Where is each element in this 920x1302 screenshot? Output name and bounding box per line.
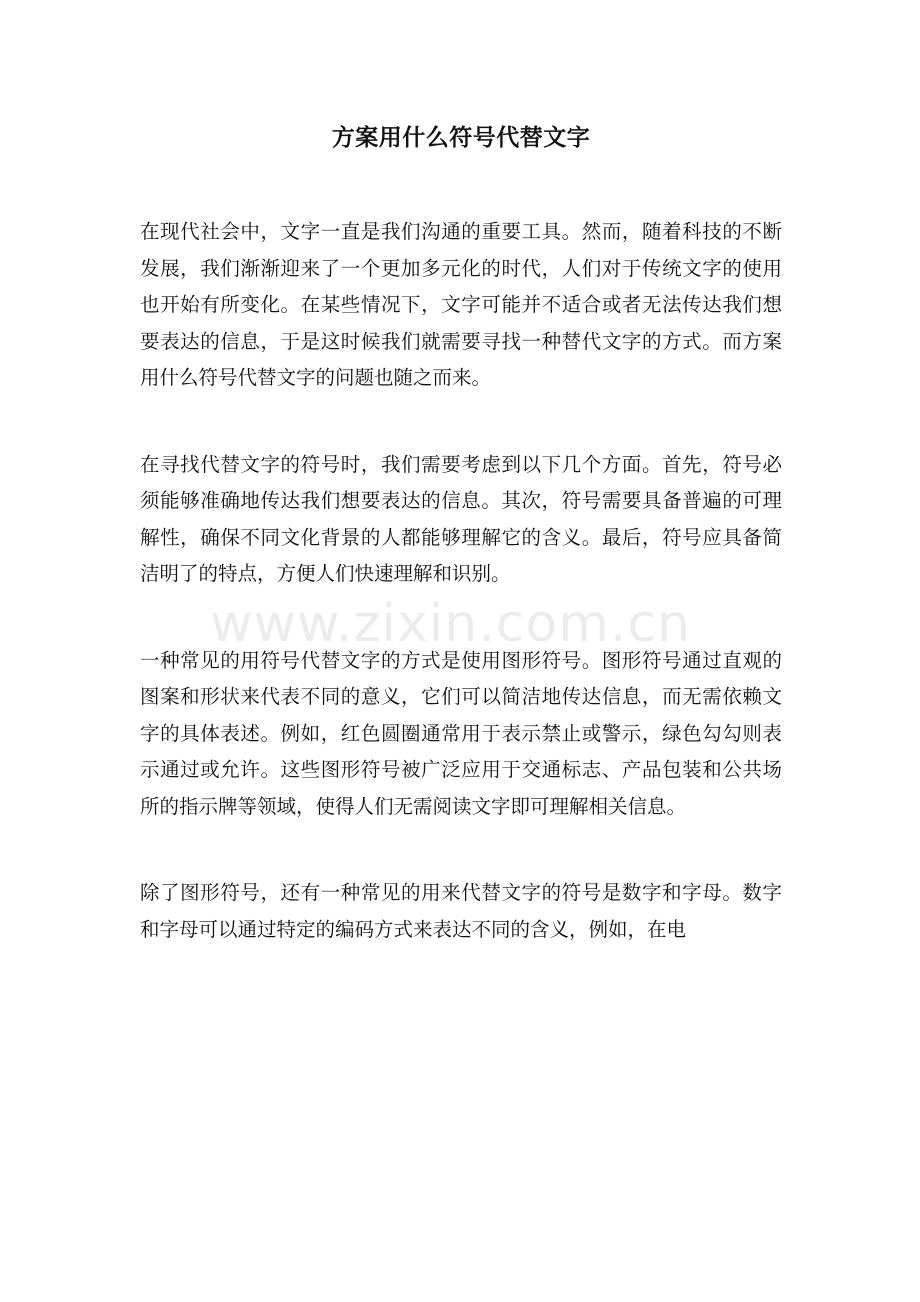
document-body bbox=[140, 214, 782, 948]
paragraph-4: 除了图形符号，还有一种常见的用来代替文字的符号是数字和字母。数字和字母可以通过特定的编码方式来表达不同的含义，例如，在电 bbox=[140, 881, 782, 941]
paragraph-3: 一种常见的用符号代替文字的方式是使用图形符号。图形符号通过直观的图案和形状来代表不同的意义，它们可以简洁地传达信息，而无需依赖文字的具体表述。例如，红色圆圈通常用于表示禁止或警示，绿色勾勾则表示通过或允许。这些图形符号被广泛应用于交通标志、产品包装和公共场所的指示牌等领域，使得人们无需阅读文字即可理解相关信息。 bbox=[140, 648, 782, 818]
watermark: www.zixin.com.cn bbox=[210, 594, 691, 654]
paragraph-2: 在寻找代替文字的符号时，我们需要考虑到以下几个方面。首先，符号必须能够准确地传达我们想要表达的信息。其次，符号需要具备普遍的可理解性，确保不同文化背景的人都能够理解它的含义。最后，符号应具备简洁明了的特点，方便人们快速理解和识别。 bbox=[140, 452, 782, 585]
document-title: 方案用什么符号代替文字 bbox=[331, 124, 591, 151]
paragraph-1: 在现代社会中，文字一直是我们沟通的重要工具。然而，随着科技的不断发展，我们渐渐迎来了一个更加多元化的时代，人们对于传统文字的使用也开始有所变化。在某些情况下，文字可能并不适合或者无法传达我们想要表达的信息，于是这时候我们就需要寻找一种替代文字的方式。而方案用什么符号代替文字的问题也随之而来。 bbox=[140, 220, 782, 389]
